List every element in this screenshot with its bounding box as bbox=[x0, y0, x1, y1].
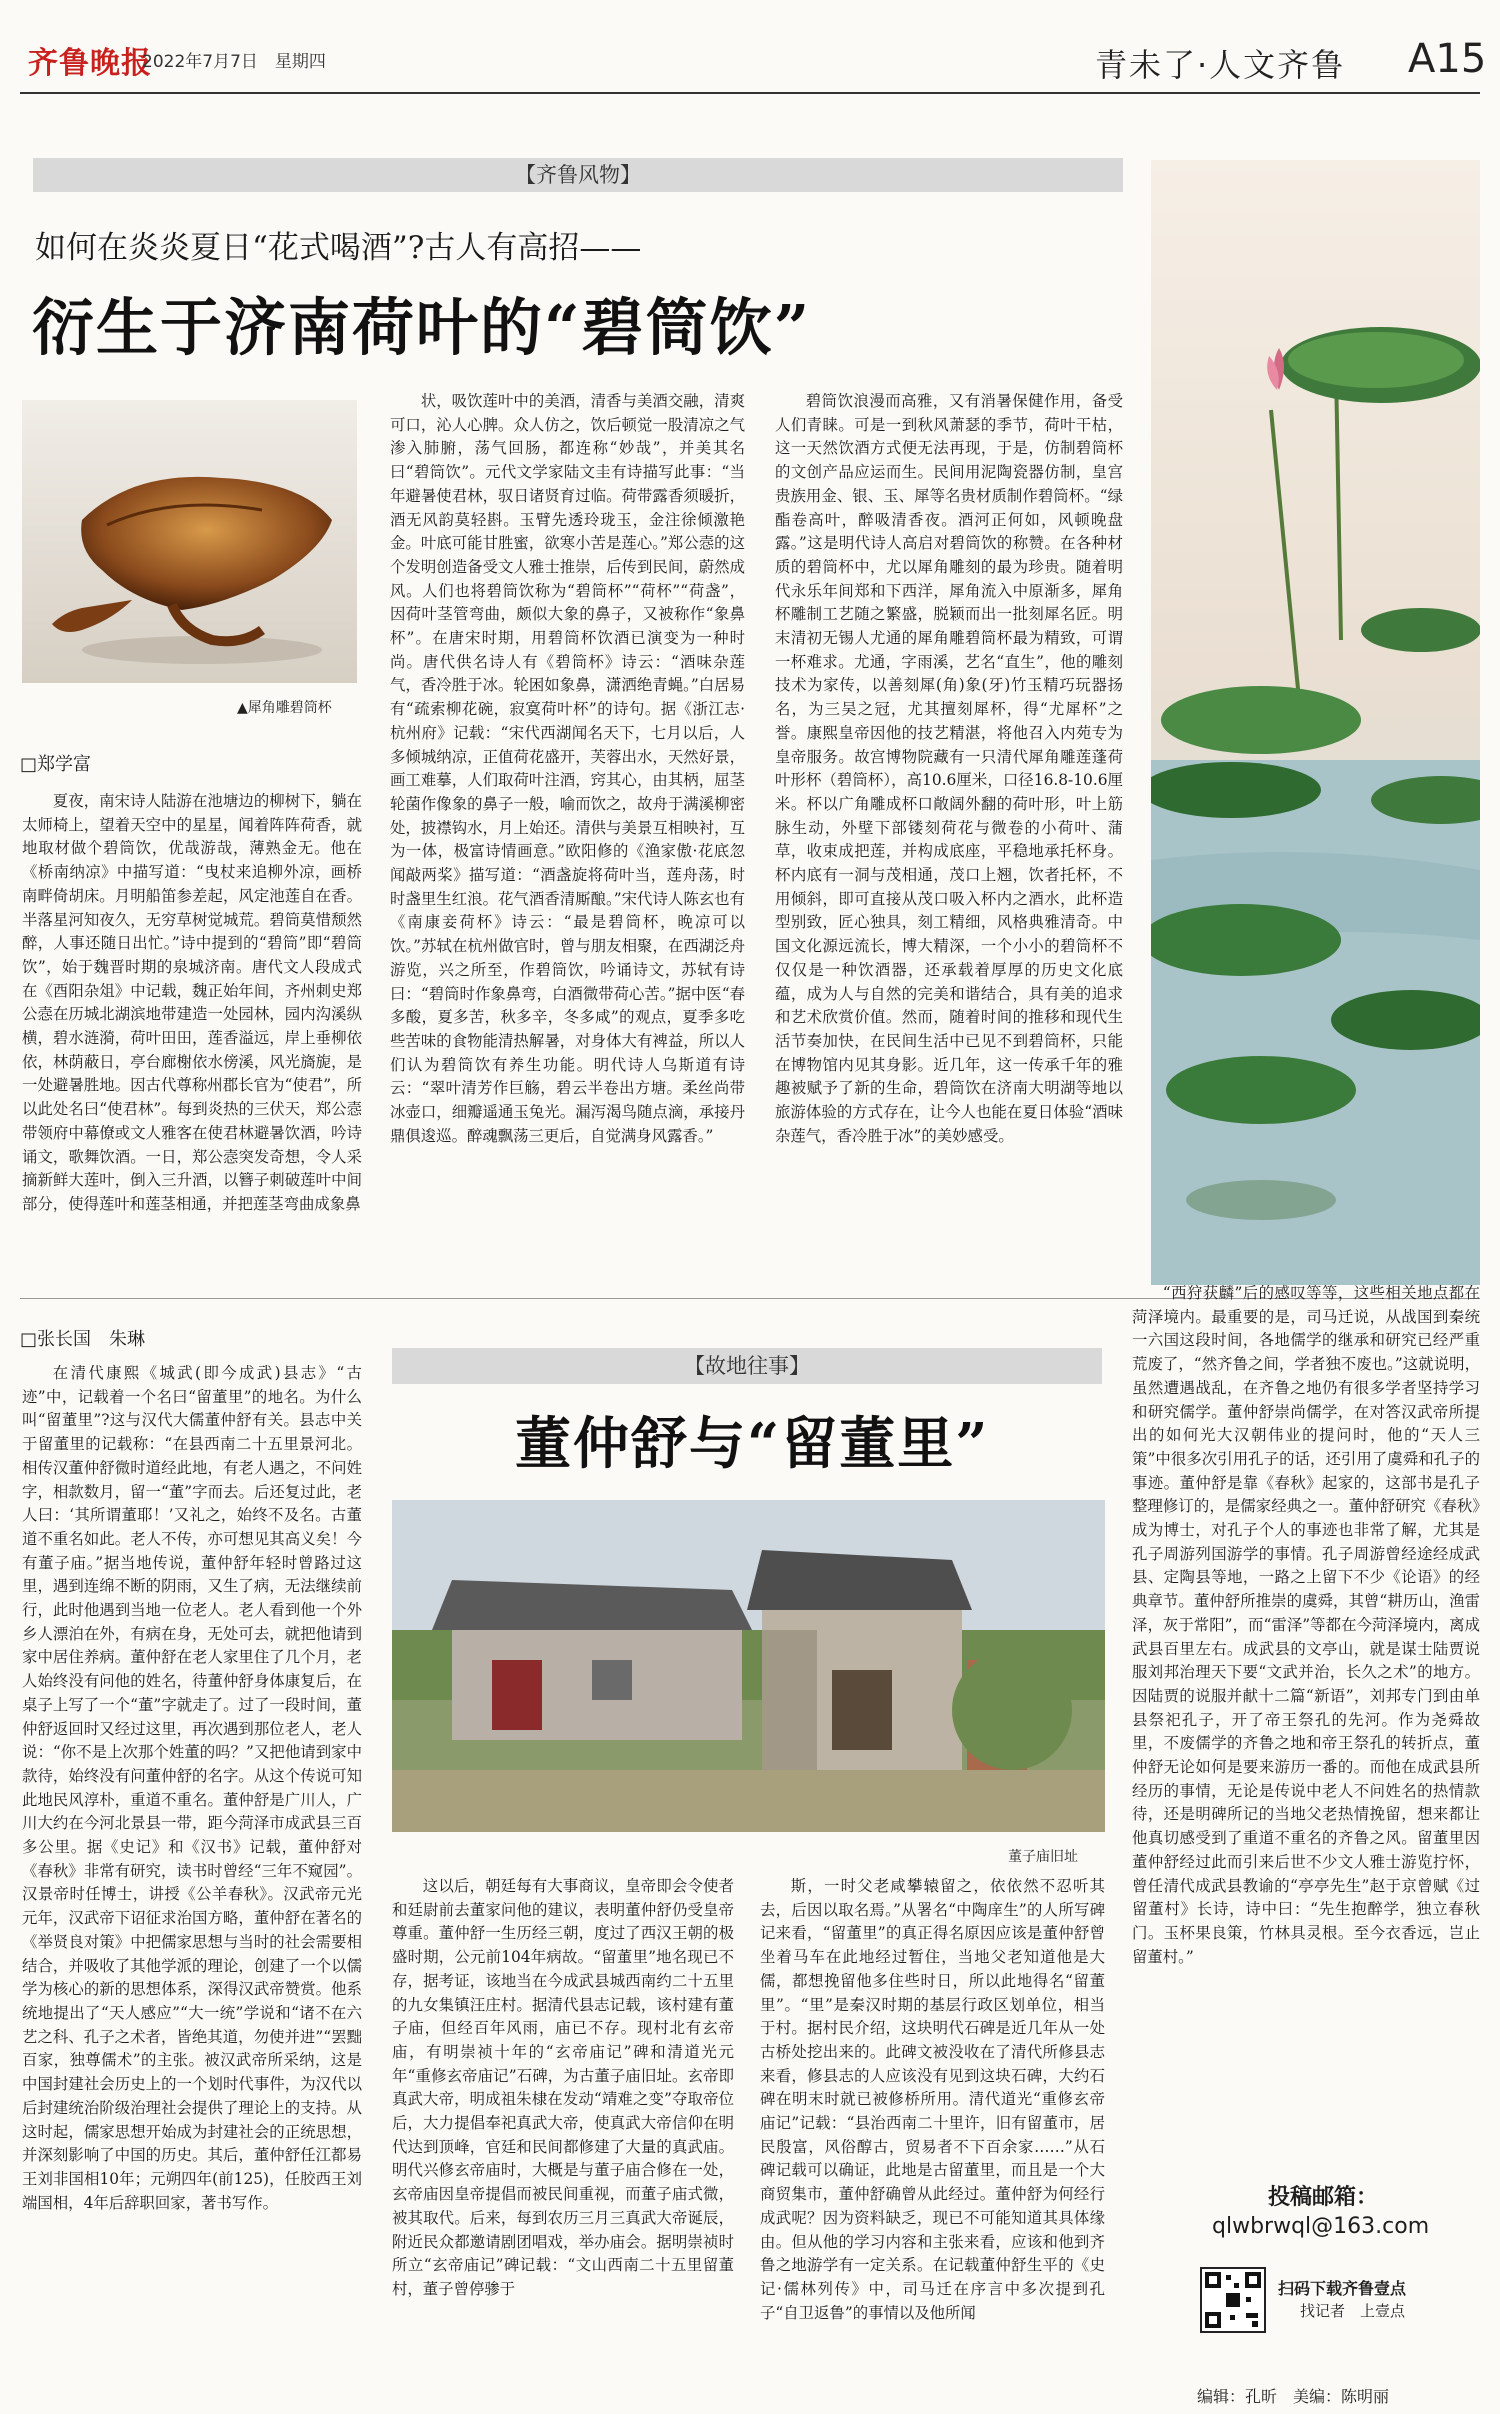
section-title: 青未了·人文齐鲁 bbox=[1095, 46, 1346, 84]
article1-col3-text: 碧筒饮浪漫而高雅，又有消暑保健作用，备受人们青睐。可是一到秋风萧瑟的季节，荷叶干枯，这一天然饮酒方式便无法再现，于是，仿制碧筒杯的文创产品应运而生。民间用泥陶瓷器仿制，皇宫贵族用金、银、玉、犀等名贵材质制作碧筒杯。“绿酯卷高叶，醉吸清香夜。酒河正何如，风顿晚盘露。”这是明代诗人高启对碧筒饮的称赞。在各种材质的碧筒杯中，尤以犀角雕刻的最为珍贵。随着明代永乐年间郑和下西洋，犀角流入中原渐多，犀角杯雕制工艺随之繁盛，脱颖而出一批刻犀名匠。明末清初无锡人尤通的犀角雕碧筒杯最为精致，可谓一杯难求。尤通，字雨溪，艺名“直生”，他的雕刻技术为家传，以善刻犀(角)象(牙)竹玉精巧玩器扬名，为三吴之冠，尤其擅刻犀杯，得“尤犀杯”之誉。康熙皇帝因他的技艺精湛，将他召入内苑专为皇帝服务。故宫博物院藏有一只清代犀角雕莲蓬荷叶形杯（碧筒杯），高10.6厘米，口径16.8-10.6厘米。杯以广角雕成杯口敞阔外翻的荷叶形，叶上筋脉生动，外壁下部镂刻荷花与微卷的小荷叶、蒲草，收束成把莲，并构成底座，平稳地承托杯身。杯内底有一洞与茂相通，茂口上翘，饮者托杯，不用倾斜，即可直接从茂口吸入杯内之酒水，此杯造型别致，匠心独具，刻工精细，风格典雅清奇。中国文化源远流长，博大精深，一个小小的碧筒杯不仅仅是一种饮酒器，还承载着厚厚的历史文化底蕴，成为人与自然的完美和谐结合，具有美的追求和艺术欣赏价值。然而，随着时间的推移和现代生活节奏加快，在民间生活中已见不到碧筒杯，只能在博物馆内见其身影。近几年，这一传承千年的雅趣被赋予了新的生命，碧筒饮在济南大明湖等地以旅游体验的方式存在，让今人也能在夏日体验“酒味杂莲气，香冷胜于冰”的美妙感受。 bbox=[775, 392, 1123, 1145]
rhino-horn-cup-photo bbox=[22, 400, 357, 683]
article2-col4-text: “西狩获麟”后的感叹等等，这些相关地点都在菏泽境内。最重要的是，司马迁说，从战国到秦统一六国这段时间，各地儒学的继承和研究已经严重荒废了，“然齐鲁之间，学者独不废也。”这就说明，虽然遭遇战乱，在齐鲁之地仍有很多学者坚持学习和研究儒学。董仲舒崇尚儒学，在对答汉武帝所提出的如何光大汉朝伟业的提问时，他的“天人三策”中很多次引用孔子的话，还引用了虞舜和孔子的事迹。董仲舒是靠《春秋》起家的，这部书是孔子整理修订的，是儒家经典之一。董仲舒研究《春秋》成为博士，对孔子个人的事迹也非常了解，尤其是孔子周游列国游学的事情。孔子周游曾经途经成武县、定陶县等地，一路之上留下不少《论语》的经典章节。董仲舒所推崇的虞舜，其曾“耕历山，渔雷泽，灰于常阳”，而“雷泽”等都在今菏泽境内，离成武县百里左右。成武县的文亭山，就是谋士陆贾说服刘邦治理天下要“文武并治，长久之术”的地方。因陆贾的说服并献十二篇“新语”，刘邦专门到由单县祭祀孔子，开了帝王祭孔的先河。作为尧舜故里，不废儒学的齐鲁之地和帝王祭孔的转折点，董仲舒无论如何是要来游历一番的。而他在成武县所经历的事情，无论是传说中老人不问姓名的热情款待，还是明碑所记的当地父老热情挽留，想来都让他真切感受到了重道不重名的齐鲁之风。留董里因董仲舒经过此而引来后世不少文人雅士游览拧怀，曾任清代成武县教谕的“亭亭先生”赵于京曾赋《过留董村》长诗，诗中曰：“先生抱醉学，独立春秋门。玉杯果良策，竹林具灵根。至今衣香远，岂止留董村。” bbox=[1132, 1284, 1480, 1966]
column-tag-bar: 【齐鲁风物】 bbox=[33, 158, 1123, 192]
qr-sublabel: 找记者 上壹点 bbox=[1300, 2302, 1406, 2320]
article2-column-2 bbox=[392, 1875, 734, 2400]
article1-byline: □郑学富 bbox=[20, 754, 92, 775]
qr-label: 扫码下载齐鲁壹点 bbox=[1278, 2279, 1407, 2298]
article1-column-2 bbox=[390, 390, 745, 1290]
article2-column-4 bbox=[1132, 1282, 1480, 2152]
article1-kicker: 如何在炎炎夏日“花式喝酒”?古人有高招—— bbox=[35, 230, 642, 266]
masthead-rule bbox=[20, 92, 1480, 94]
issue-date: 2022年7月7日 星期四 bbox=[142, 52, 326, 72]
qr-code-icon[interactable] bbox=[1200, 2267, 1266, 2333]
dongzi-temple-photo bbox=[392, 1500, 1105, 1832]
article2-column-1 bbox=[22, 1362, 362, 2402]
article2-col1-text: 在清代康熙《城武(即今成武)县志》“古迹”中，记载着一个名曰“留董里”的地名。为什么叫“留董里”?这与汉代大儒董仲舒有关。县志中关于留董里的记载称：“在县西南二十五里景河北。相传汉董仲舒微时道经此地，有老人遇之，不问姓字，相款数月，留一“董”字而去。后还复过此，老人曰：‘其所谓董耶！’又礼之，始终不及名。古董道不重名如此。老人不传，亦可想见其高义矣！今有董子庙。”据当地传说，董仲舒年轻时曾路过这里，遇到连绵不断的阴雨，又生了病，无法继续前行，此时他遇到当地一位老人。老人看到他一个外乡人漂泊在外，有病在身，无处可去，就把他请到家中居住养病。董仲舒在老人家里住了几个月，老人始终没有问他的姓名，待董仲舒身体康复后，在桌子上写了一个“董”字就走了。过了一段时间，董仲舒返回时又经过这里，再次遇到那位老人，老人说：“你不是上次那个姓董的吗？”又把他请到家中款待，始终没有问董仲舒的名字。从这个传说可知此地民风淳朴，重道不重名。董仲舒是广川人，广川大约在今河北景县一带，距今菏泽市成武县三百多公里。据《史记》和《汉书》记载，董仲舒对《春秋》非常有研究，读书时曾经“三年不窥园”。汉景帝时任博士，讲授《公羊春秋》。汉武帝元光元年，汉武帝下诏征求治国方略，董仲舒在著名的《举贤良对策》中把儒家思想与当时的社会需要相结合，并吸收了其他学派的理论，创建了一个以儒学为核心的新的思想体系，深得汉武帝赞赏。他系统地提出了“天人感应”“大一统”学说和“诸不在六艺之科、孔子之术者，皆绝其道，勿使并进”“罢黜百家，独尊儒术”的主张。被汉武帝所采纳，这是中国封建社会历史上的一个划时代事件，为汉代以后封建统治阶级治理社会提供了理论上的支持。从这时起，儒家思想开始成为封建社会的正统思想，并深刻影响了中国的历史。其后，董仲舒任江都易王刘非国相10年；元朔四年(前125)，任胶西王刘端国相，4年后辞职回家，著书写作。 bbox=[22, 1364, 362, 2212]
article2-headline: 董仲舒与“留董里” bbox=[515, 1411, 990, 1477]
article2-column-3 bbox=[760, 1875, 1105, 2400]
editors-credit: 编辑：孔昕 美编：陈明丽 bbox=[1197, 2387, 1390, 2406]
article1-headline: 衍生于济南荷叶的“碧筒饮” bbox=[32, 291, 812, 364]
article2-col2-text: 这以后，朝廷每有大事商议，皇帝即会令使者和廷尉前去董家问他的建议，表明董仲舒仍受皇帝尊重。董仲舒一生历经三朝，度过了西汉王朝的极盛时期，公元前104年病故。“留董里”地名现已不存，据考证，该地当在今成武县城西南约二十五里的九女集镇汪庄村。据清代县志记载，该村建有董子庙，但经百年风雨，庙已不存。现村北有玄帝庙，有明崇祯十年的“玄帝庙记”碑和清道光元年“重修玄帝庙记”石碑，为古董子庙旧址。玄帝即真武大帝，明成祖朱棣在发动“靖难之变”夺取帝位后，大力提倡奉祀真武大帝，使真武大帝信仰在明代达到顶峰，官廷和民间都修建了大量的真武庙。明代兴修玄帝庙时，大概是与董子庙合修在一处，玄帝庙因皇帝提倡而被民间重视，而董子庙式微，被其取代。后来，每到农历三月三真武大帝诞辰，附近民众都邀请剧团唱戏，举办庙会。据明崇祯时所立“玄帝庙记”碑记载：“文山西南二十五里留董村，董子曾停骖于 bbox=[392, 1877, 734, 2298]
photo-caption-2: 董子庙旧址 bbox=[1008, 1849, 1078, 1865]
contribute-label: 投稿邮箱： bbox=[1268, 2185, 1379, 2210]
newspaper-logo: 齐鲁晚报 bbox=[28, 46, 152, 81]
article1-column-1 bbox=[22, 790, 362, 1290]
article2-col3-text: 斯，一时父老咸攀辕留之，依依然不忍听其去，后因以取名焉。”从署名“中陶庠生”的人所写碑记来看，“留董里”的真正得名原因应该是董仲舒曾坐着马车在此地经过暂住，当地父老知道他是大儒，都想挽留他多住些时日，所以此地得名“留董里”。“里”是秦汉时期的基层行政区划单位，相当于村。据村民介绍，这块明代石碑是近几年从一处古桥处挖出来的。此碑文被没收在了清代所修县志来看，修县志的人应该没有见到这块石碑，大约石碑在明末时就已被修桥所用。清代道光“重修玄帝庙记”记载：“县治西南二十里许，旧有留董市，居民殷富，风俗醇古，贸易者不下百余家……”从石碑记载可以确证，此地是古留董里，而且是一个大商贸集市，董仲舒确曾从此经过。董仲舒为何经行成武呢？因为资料缺乏，现已不可能知道其具体缘由。但从他的学习内容和主张来看，应该和他到齐鲁之地游学有一定关系。在记载董仲舒生平的《史记·儒林列传》中，司马迁在序言中多次提到孔子“自卫返鲁”的事情以及他所闻 bbox=[760, 1877, 1105, 2322]
lotus-pond-photo bbox=[1151, 160, 1480, 1285]
page-number: A15 bbox=[1408, 36, 1487, 82]
article1-column-3 bbox=[775, 390, 1123, 1290]
article2-byline: □张长国 朱琳 bbox=[20, 1329, 146, 1350]
contribute-email[interactable]: qlwbrwql@163.com bbox=[1212, 2214, 1430, 2239]
photo-caption: ▲犀角雕碧筒杯 bbox=[237, 700, 332, 716]
column-tag-bar-2: 【故地往事】 bbox=[392, 1348, 1102, 1384]
article1-col1-text: 夏夜，南宋诗人陆游在池塘边的柳树下，躺在太师椅上，望着天空中的星星，闻着阵阵荷香，就地取材做个碧筒饮，优哉游哉，薄熟金无。他在《桥南纳凉》中描写道：“曳杖来追柳外凉，画桥南畔倚胡床。月明船笛参差起，风定池莲自在香。半落星河知夜久，无穷草树觉城荒。碧筒莫惜颓然醉，人事还随日出忙。”诗中提到的“碧筒”即“碧筒饮”，始于魏晋时期的泉城济南。唐代文人段成式在《酉阳杂俎》中记载，魏正始年间，齐州刺史郑公悫在历城北湖滨地带建造一处园林，园内沟溪纵横，碧水涟漪，荷叶田田，莲香溢远，岸上垂柳依依，林荫蔽日，亭台廊榭依水傍溪，风光旖旎，是一处避暑胜地。因古代尊称州郡长官为“使君”，所以此处名曰“使君林”。每到炎热的三伏天，郑公悫带领府中幕僚或文人雅客在使君林避暑饮酒，吟诗诵文，歌舞饮酒。一日，郑公悫突发奇想，令人采摘新鲜大莲叶，倒入三升酒，以簪子刺破莲叶中间部分，使得莲叶和莲茎相通，并把莲茎弯曲成象鼻 bbox=[22, 792, 362, 1213]
article1-col2-text: 状，吸饮莲叶中的美酒，清香与美酒交融，清爽可口，沁人心脾。众人仿之，饮后顿觉一股清凉之气渗入肺腑，荡气回肠，都连称“妙哉”，并美其名曰“碧筒饮”。元代文学家陆文圭有诗描写此事：“当年避暑使君林，驭日诸贤育过临。荷带露香须暖折，酒无风韵莫轻斟。玉臂先透玲珑玉，金注徐倾激艳金。叶底可能甘胜蜜，欲寒小苦是莲心。”郑公悫的这个发明创造备受文人雅士推崇，后传到民间，蔚然成风。人们也将碧筒饮称为“碧筒杯”“荷杯”“荷盏”，因荷叶茎管弯曲，颇似大象的鼻子，又被称作“象鼻杯”。在唐宋时期，用碧筒杯饮酒已演变为一种时尚。唐代供名诗人有《碧筒杯》诗云：“酒味杂莲气，香冷胜于冰。轮困如象鼻，潇洒绝青蝇。”白居易有“疏索柳花碗，寂寞荷叶杯”的诗句。据《浙江志·杭州府》记载：“宋代西湖闻名天下，七月以后，人多倾城纳凉，正值荷花盛开，芙蓉出水，天然好景，画工难摹，人们取荷叶注酒，窍其心，由其柄，屈茎轮菌作像象的鼻子一般，喻而饮之，故舟于满溪柳密处，披襟钩水，月上始还。清供与美景互相映衬，互为一体，极富诗情画意。”欧阳修的《渔家傲·花底忽闻敲两桨》描写道：“酒盏旋将荷叶当，莲舟荡，时时盏里生红浪。花气酒香清厮酿。”宋代诗人陈玄也有《南康妾荷杯》诗云：“最是碧筒杯，晚凉可以饮。”苏轼在杭州做官时，曾与朋友相聚，在西湖泛舟游览，兴之所至，作碧筒饮，吟诵诗文，苏轼有诗曰：“碧筒时作象鼻弯，白酒微带荷心苦。”据中医“春多酸，夏多苦，秋多辛，冬多咸”的观点，夏季多吃些苦味的食物能清热解暑，对身体大有裨益，所以人们认为碧筒饮有养生功能。明代诗人乌斯道有诗云：“翠叶清芳作巨觞，碧云半卷出方塘。柔丝尚带冰壶口，细瓣遥通玉兔光。漏泻渴鸟随点滴，承接丹鼎俱逡巡。醉魂飘荡三更后，自觉满身风露香。” bbox=[390, 392, 745, 1145]
